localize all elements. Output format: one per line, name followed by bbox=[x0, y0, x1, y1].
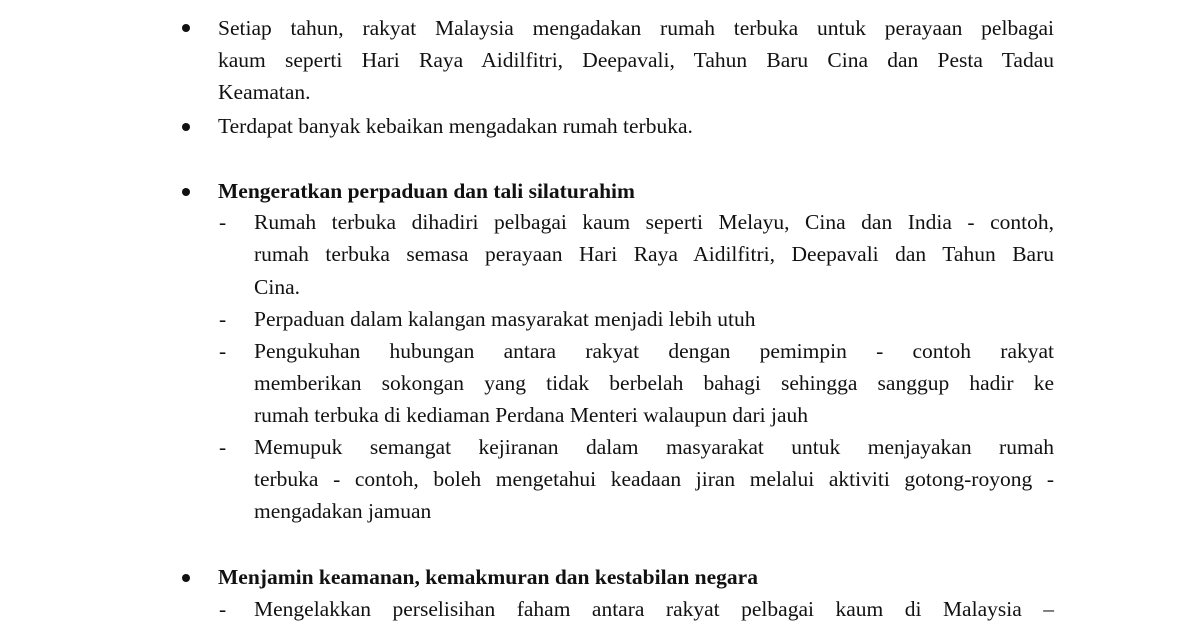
dash-marker: - bbox=[219, 339, 227, 363]
bullet-point-icon bbox=[182, 574, 190, 582]
dash-marker: - bbox=[219, 210, 227, 234]
intro-item-1-line-2: kaum seperti Hari Raya Aidilfitri, Deepavali, Tahun Baru Cina dan Pesta Tadau bbox=[218, 48, 1054, 72]
section-1-point-2-line-1: Perpaduan dalam kalangan masyarakat menjadi lebih utuh bbox=[254, 307, 756, 331]
section-1-point-4-line-1: Memupuk semangat kejiranan dalam masyarakat untuk menjayakan rumah bbox=[254, 435, 1054, 459]
intro-item-1-line-3: Keamatan. bbox=[218, 80, 311, 104]
section-1-point-3-line-3: rumah terbuka di kediaman Perdana Menteri walaupun dari jauh bbox=[254, 403, 809, 427]
section-1-point-1-line-2: rumah terbuka semasa perayaan Hari Raya Aidilfitri, Deepavali dan Tahun Baru bbox=[254, 242, 1054, 266]
intro-item-1-line-1: Setiap tahun, rakyat Malaysia mengadakan rumah terbuka untuk perayaan pelbagai bbox=[218, 16, 1054, 40]
section-1-heading: Mengeratkan perpaduan dan tali silaturahim bbox=[218, 179, 635, 203]
section-1-point-1-line-3: Cina. bbox=[254, 275, 300, 299]
section-2-point-1-line-1: Mengelakkan perselisihan faham antara rakyat pelbagai kaum di Malaysia – bbox=[254, 597, 1054, 621]
dash-marker: - bbox=[219, 307, 227, 331]
section-1-point-3-line-2: memberikan sokongan yang tidak berbelah bahagi sehingga sanggup hadir ke bbox=[254, 371, 1054, 395]
section-1-point-1-line-1: Rumah terbuka dihadiri pelbagai kaum seperti Melayu, Cina dan India - contoh, bbox=[254, 210, 1054, 234]
intro-item-2: Terdapat banyak kebaikan mengadakan rumah terbuka. bbox=[218, 114, 693, 138]
section-2-heading: Menjamin keamanan, kemakmuran dan kestabilan negara bbox=[218, 565, 758, 589]
bullet-point-icon bbox=[182, 24, 190, 32]
dash-marker: - bbox=[219, 597, 227, 621]
section-1-point-3-line-1: Pengukuhan hubungan antara rakyat dengan pemimpin - contoh rakyat bbox=[254, 339, 1054, 363]
bullet-point-icon bbox=[182, 123, 190, 131]
bullet-point-icon bbox=[182, 188, 190, 196]
dash-marker: - bbox=[219, 435, 227, 459]
section-1-point-4-line-2: terbuka - contoh, boleh mengetahui keadaan jiran melalui aktiviti gotong-royong - bbox=[254, 467, 1054, 491]
section-1-point-4-line-3: mengadakan jamuan bbox=[254, 499, 432, 523]
